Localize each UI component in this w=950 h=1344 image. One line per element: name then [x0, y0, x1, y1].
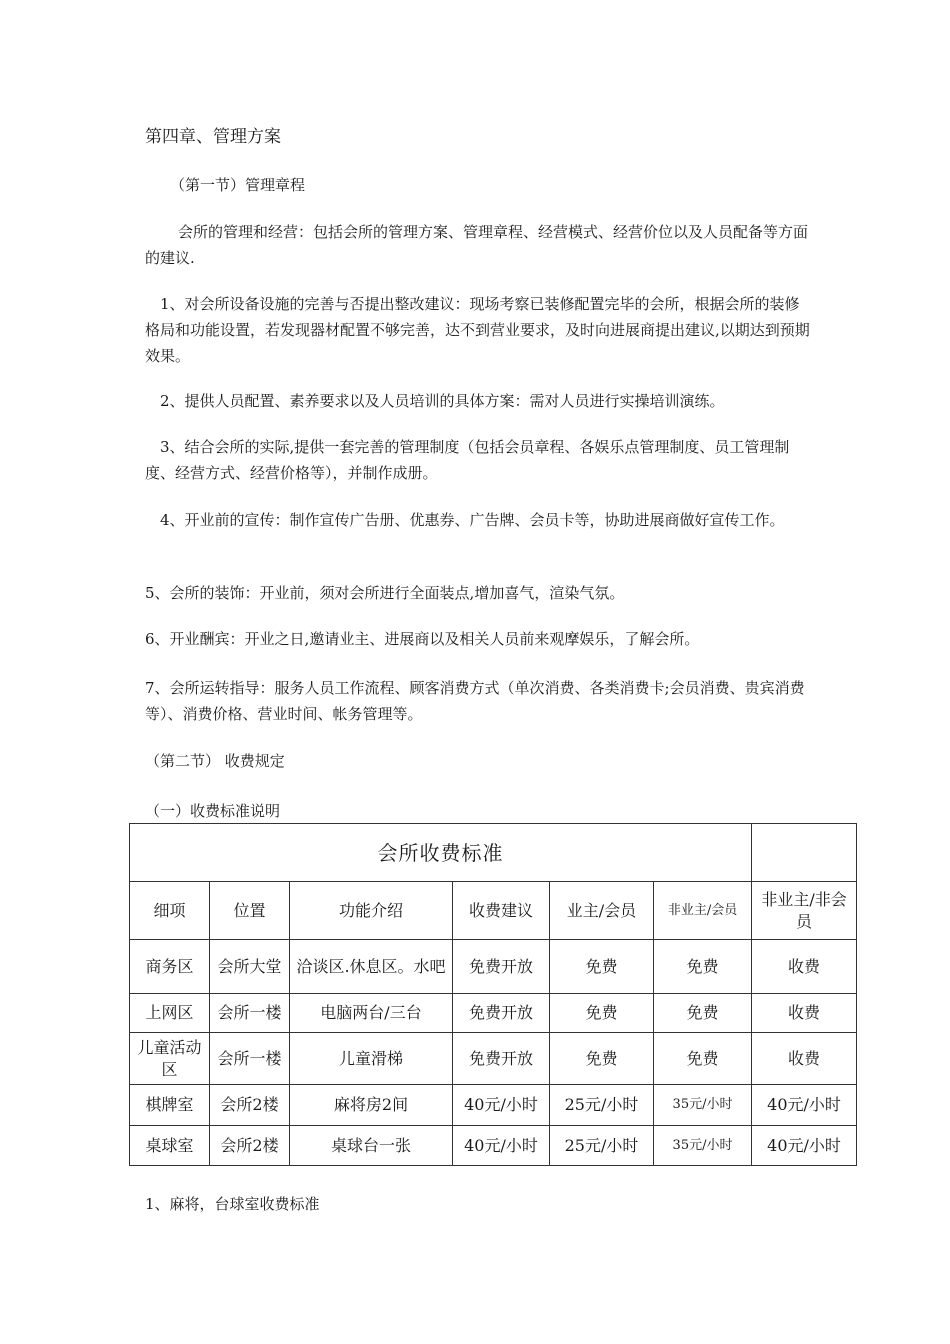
table-row — [130, 1033, 857, 1085]
cell-function: 洽谈区.休息区。水吧 — [290, 940, 453, 994]
cell-owner-member: 免费 — [550, 940, 654, 994]
fee-standard-table — [129, 823, 857, 1166]
cell-location: 会所一楼 — [210, 1033, 290, 1085]
cell-item: 上网区 — [130, 994, 210, 1033]
cell-nonowner-nonmember: 收费 — [752, 1033, 857, 1085]
cell-nonowner-member: 免费 — [654, 940, 752, 994]
table-row — [130, 940, 857, 994]
cell-nonowner-nonmember: 40元/小时 — [752, 1085, 857, 1126]
cell-item: 桌球室 — [130, 1126, 210, 1166]
list-item-3: 3、结合会所的实际,提供一套完善的管理制度（包括会员章程、各娱乐点管理制度、员工管理制度、经营方式、经营价格等），并制作成册。 — [145, 438, 790, 482]
table-row — [130, 1126, 857, 1166]
header-owner-member: 业主/会员 — [550, 882, 654, 940]
cell-fee-suggestion: 40元/小时 — [453, 1126, 550, 1166]
header-function: 功能介绍 — [290, 882, 453, 940]
cell-nonowner-nonmember: 40元/小时 — [752, 1126, 857, 1166]
cell-nonowner-member: 免费 — [654, 1033, 752, 1085]
list-item-4: 4、开业前的宣传：制作宣传广告册、优惠券、广告牌、会员卡等，协助进展商做好宣传工作。 — [160, 511, 785, 529]
cell-location: 会所2楼 — [210, 1126, 290, 1166]
cell-owner-member: 25元/小时 — [550, 1085, 654, 1126]
cell-location: 会所2楼 — [210, 1085, 290, 1126]
cell-nonowner-member: 免费 — [654, 994, 752, 1033]
subsection-title: （一）收费标准说明 — [145, 802, 281, 820]
list-item-7: 7、会所运转指导：服务人员工作流程、顾客消费方式（单次消费、各类消费卡;会员消费、贵宾消费等）、消费价格、营业时间、帐务管理等。 — [145, 679, 805, 723]
section-2-title: （第二节） 收费规定 — [145, 752, 285, 770]
table-title-empty-cell — [752, 824, 857, 882]
cell-fee-suggestion: 40元/小时 — [453, 1085, 550, 1126]
header-nonowner-member: 非业主/会员 — [654, 882, 752, 940]
cell-location: 会所一楼 — [210, 994, 290, 1033]
cell-owner-member: 25元/小时 — [550, 1126, 654, 1166]
table-title-row — [130, 824, 857, 882]
header-location: 位置 — [210, 882, 290, 940]
cell-location: 会所大堂 — [210, 940, 290, 994]
cell-nonowner-nonmember: 收费 — [752, 940, 857, 994]
cell-function: 麻将房2间 — [290, 1085, 453, 1126]
table-row — [130, 1085, 857, 1126]
table-title: 会所收费标准 — [130, 824, 752, 882]
cell-function: 桌球台一张 — [290, 1126, 453, 1166]
list-item-1: 1、对会所设备设施的完善与否提出整改建议：现场考察已装修配置完毕的会所，根据会所的装修格局和功能设置，若发现器材配置不够完善，达不到营业要求，及时向进展商提出建议,以期达到预期效果。 — [145, 295, 810, 365]
cell-item: 儿童活动区 — [130, 1033, 210, 1085]
list-item-2: 2、提供人员配置、素养要求以及人员培训的具体方案：需对人员进行实操培训演练。 — [160, 392, 725, 410]
cell-item: 棋牌室 — [130, 1085, 210, 1126]
cell-fee-suggestion: 免费开放 — [453, 1033, 550, 1085]
header-nonowner-nonmember: 非业主/非会员 — [752, 882, 857, 940]
list-item-5: 5、会所的装饰：开业前，须对会所进行全面装点,增加喜气，渲染气氛。 — [145, 584, 625, 602]
cell-fee-suggestion: 免费开放 — [453, 940, 550, 994]
intro-paragraph: 会所的管理和经营：包括会所的管理方案、管理章程、经营模式、经营价位以及人员配备等方面的建议. — [145, 223, 809, 267]
cell-owner-member: 免费 — [550, 994, 654, 1033]
table-row — [130, 994, 857, 1033]
cell-function: 电脑两台/三台 — [290, 994, 453, 1033]
cell-function: 儿童滑梯 — [290, 1033, 453, 1085]
list-item-6: 6、开业酬宾：开业之日,邀请业主、进展商以及相关人员前来观摩娱乐，了解会所。 — [145, 630, 700, 648]
header-item: 细项 — [130, 882, 210, 940]
section-1-title: （第一节）管理章程 — [170, 176, 306, 194]
table-header-row — [130, 882, 857, 940]
cell-item: 商务区 — [130, 940, 210, 994]
cell-nonowner-nonmember: 收费 — [752, 994, 857, 1033]
cell-nonowner-member: 35元/小时 — [654, 1126, 752, 1166]
cell-nonowner-member: 35元/小时 — [654, 1085, 752, 1126]
chapter-title: 第四章、管理方案 — [145, 127, 281, 147]
header-fee-suggestion: 收费建议 — [453, 882, 550, 940]
cell-owner-member: 免费 — [550, 1033, 654, 1085]
cell-fee-suggestion: 免费开放 — [453, 994, 550, 1033]
footer-list-item: 1、麻将，台球室收费标准 — [145, 1195, 320, 1213]
